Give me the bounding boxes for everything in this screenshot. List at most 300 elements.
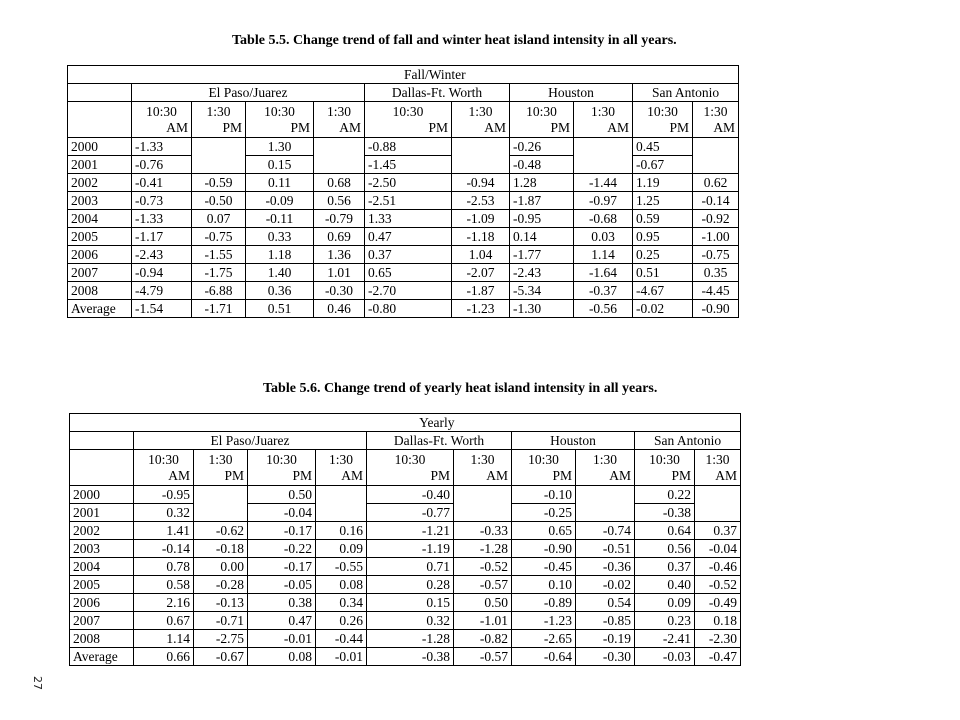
data-cell: 1.14 xyxy=(134,630,194,648)
data-cell xyxy=(316,486,367,504)
data-cell: 0.36 xyxy=(246,282,314,300)
row-label: 2001 xyxy=(68,156,132,174)
time-header-row xyxy=(68,102,739,138)
data-cell: 0.32 xyxy=(134,504,194,522)
data-cell: -0.95 xyxy=(134,486,194,504)
meridiem-label: AM xyxy=(609,467,631,483)
data-cell: -1.55 xyxy=(192,246,246,264)
data-cell: 0.26 xyxy=(316,612,367,630)
data-cell: 0.14 xyxy=(510,228,574,246)
data-cell xyxy=(574,156,633,174)
region-header: San Antonio xyxy=(635,432,741,450)
data-cell xyxy=(452,138,510,156)
data-cell: -1.75 xyxy=(192,264,246,282)
data-cell: 0.71 xyxy=(367,558,454,576)
data-cell: -4.45 xyxy=(693,282,739,300)
data-cell: -0.30 xyxy=(314,282,365,300)
meridiem-label: AM xyxy=(484,119,506,135)
time-column-header xyxy=(132,102,192,138)
region-header: Houston xyxy=(512,432,635,450)
data-cell xyxy=(452,156,510,174)
time-column-header xyxy=(454,450,512,486)
time-label: 1:30 xyxy=(470,451,495,467)
data-cell: -1.44 xyxy=(574,174,633,192)
data-cell: -0.18 xyxy=(194,540,248,558)
time-label: 1:30 xyxy=(206,103,231,119)
data-cell: 0.51 xyxy=(246,300,314,318)
data-cell: -2.07 xyxy=(452,264,510,282)
table-row xyxy=(70,648,741,666)
data-cell: -2.41 xyxy=(635,630,695,648)
region-header: Houston xyxy=(510,84,633,102)
data-cell: 0.15 xyxy=(246,156,314,174)
data-cell: -0.38 xyxy=(367,648,454,666)
data-cell: -0.52 xyxy=(695,576,741,594)
data-cell: -0.85 xyxy=(576,612,635,630)
data-cell: 0.50 xyxy=(248,486,316,504)
meridiem-label: PM xyxy=(290,119,310,135)
data-cell: 1.40 xyxy=(246,264,314,282)
data-cell: -0.22 xyxy=(248,540,316,558)
table-row xyxy=(68,174,739,192)
table-row xyxy=(68,264,739,282)
row-label: 2004 xyxy=(68,210,132,228)
data-cell: 0.09 xyxy=(316,540,367,558)
table-row xyxy=(68,246,739,264)
data-cell xyxy=(576,504,635,522)
row-label: Average xyxy=(68,300,132,318)
corner-cell xyxy=(68,102,132,138)
data-cell: -1.17 xyxy=(132,228,192,246)
data-cell xyxy=(192,138,246,156)
data-cell: -6.88 xyxy=(192,282,246,300)
data-cell: -0.25 xyxy=(512,504,576,522)
row-label: 2003 xyxy=(70,540,134,558)
data-cell: -0.73 xyxy=(132,192,192,210)
data-cell: 0.23 xyxy=(635,612,695,630)
time-label: 10:30 xyxy=(392,103,424,119)
time-label: 1:30 xyxy=(208,451,233,467)
data-cell: -0.28 xyxy=(194,576,248,594)
data-cell: -4.79 xyxy=(132,282,192,300)
data-cell: -0.17 xyxy=(248,558,316,576)
data-cell: 0.15 xyxy=(367,594,454,612)
time-column-header xyxy=(695,450,741,486)
corner-cell xyxy=(68,84,132,102)
data-cell: -0.44 xyxy=(316,630,367,648)
data-cell: 0.51 xyxy=(633,264,693,282)
data-cell: 0.66 xyxy=(134,648,194,666)
time-column-header xyxy=(576,450,635,486)
table-row xyxy=(70,486,741,504)
data-cell: -0.33 xyxy=(454,522,512,540)
region-row xyxy=(68,84,739,102)
data-cell: -1.77 xyxy=(510,246,574,264)
region-header: Dallas-Ft. Worth xyxy=(367,432,512,450)
time-column-header xyxy=(246,102,314,138)
data-cell xyxy=(693,156,739,174)
data-cell: 1.19 xyxy=(633,174,693,192)
region-header: El Paso/Juarez xyxy=(134,432,367,450)
group-title-row xyxy=(68,66,739,84)
data-cell: -1.18 xyxy=(452,228,510,246)
data-cell: -2.53 xyxy=(452,192,510,210)
time-label: 1:30 xyxy=(590,103,615,119)
data-cell xyxy=(695,504,741,522)
data-cell: -0.89 xyxy=(512,594,576,612)
page-number-mark: 27 xyxy=(31,676,44,690)
meridiem-label: PM xyxy=(428,119,448,135)
data-cell: 0.56 xyxy=(314,192,365,210)
data-cell: 0.47 xyxy=(248,612,316,630)
time-column-header xyxy=(314,102,365,138)
data-cell: 0.34 xyxy=(316,594,367,612)
data-cell: -1.21 xyxy=(367,522,454,540)
data-cell xyxy=(316,504,367,522)
data-cell: 0.47 xyxy=(365,228,452,246)
meridiem-label: PM xyxy=(671,467,691,483)
data-cell xyxy=(693,138,739,156)
table-row xyxy=(68,156,739,174)
row-label: 2008 xyxy=(70,630,134,648)
data-cell: -0.62 xyxy=(194,522,248,540)
data-cell: 1.14 xyxy=(574,246,633,264)
data-cell: -1.33 xyxy=(132,210,192,228)
data-cell: -0.01 xyxy=(248,630,316,648)
data-cell: -0.90 xyxy=(512,540,576,558)
row-label: Average xyxy=(70,648,134,666)
data-cell xyxy=(454,486,512,504)
data-cell: -0.14 xyxy=(134,540,194,558)
data-cell: 1.33 xyxy=(365,210,452,228)
row-label: 2007 xyxy=(70,612,134,630)
data-cell: -0.01 xyxy=(316,648,367,666)
row-label: 2000 xyxy=(68,138,132,156)
meridiem-label: AM xyxy=(341,467,363,483)
time-label: 1:30 xyxy=(592,451,617,467)
data-cell: -1.28 xyxy=(454,540,512,558)
data-cell: 0.16 xyxy=(316,522,367,540)
time-label: 1:30 xyxy=(326,103,351,119)
data-cell: 0.69 xyxy=(314,228,365,246)
corner-cell xyxy=(70,432,134,450)
time-column-header xyxy=(693,102,739,138)
corner-cell xyxy=(70,414,134,432)
row-label: 2000 xyxy=(70,486,134,504)
data-cell: 0.59 xyxy=(633,210,693,228)
data-cell xyxy=(574,138,633,156)
data-cell: -0.46 xyxy=(695,558,741,576)
time-label: 10:30 xyxy=(146,103,177,119)
row-label: 2004 xyxy=(70,558,134,576)
time-label: 10:30 xyxy=(148,451,179,467)
data-cell: -0.90 xyxy=(693,300,739,318)
data-cell: -0.97 xyxy=(574,192,633,210)
data-cell: -0.56 xyxy=(574,300,633,318)
time-label: 10:30 xyxy=(647,103,678,119)
data-cell: 0.08 xyxy=(316,576,367,594)
table-row xyxy=(70,504,741,522)
meridiem-label: AM xyxy=(339,119,361,135)
data-cell xyxy=(695,486,741,504)
data-cell: 0.40 xyxy=(635,576,695,594)
meridiem-label: PM xyxy=(222,119,242,135)
time-column-header xyxy=(512,450,576,486)
time-label: 10:30 xyxy=(526,103,557,119)
meridiem-label: PM xyxy=(550,119,570,135)
data-cell: -0.75 xyxy=(693,246,739,264)
data-cell: -1.23 xyxy=(512,612,576,630)
data-cell: -0.64 xyxy=(512,648,576,666)
data-cell: -0.04 xyxy=(248,504,316,522)
table-row xyxy=(70,522,741,540)
data-cell: 1.25 xyxy=(633,192,693,210)
data-cell xyxy=(314,138,365,156)
table-row xyxy=(68,300,739,318)
table-row xyxy=(68,192,739,210)
data-cell: -0.38 xyxy=(635,504,695,522)
data-cell: 0.03 xyxy=(574,228,633,246)
data-cell: -0.47 xyxy=(695,648,741,666)
data-cell: 1.36 xyxy=(314,246,365,264)
row-label: 2005 xyxy=(70,576,134,594)
data-cell xyxy=(314,156,365,174)
data-cell: -1.64 xyxy=(574,264,633,282)
data-cell: -0.51 xyxy=(576,540,635,558)
data-cell xyxy=(194,504,248,522)
data-cell: -0.67 xyxy=(633,156,693,174)
time-label: 10:30 xyxy=(264,103,295,119)
data-cell: 0.50 xyxy=(454,594,512,612)
data-cell: 0.28 xyxy=(367,576,454,594)
data-cell: -0.88 xyxy=(365,138,452,156)
data-cell: -0.67 xyxy=(194,648,248,666)
data-cell: -5.34 xyxy=(510,282,574,300)
row-label: 2002 xyxy=(68,174,132,192)
data-cell: -0.45 xyxy=(512,558,576,576)
group-title: Fall/Winter xyxy=(132,66,739,84)
time-column-header xyxy=(194,450,248,486)
data-cell: 0.56 xyxy=(635,540,695,558)
data-cell: 0.78 xyxy=(134,558,194,576)
region-header: Dallas-Ft. Worth xyxy=(365,84,510,102)
meridiem-label: AM xyxy=(166,119,188,135)
data-cell: 1.01 xyxy=(314,264,365,282)
table-row xyxy=(70,576,741,594)
corner-cell xyxy=(70,450,134,486)
meridiem-label: AM xyxy=(486,467,508,483)
data-cell: -0.02 xyxy=(576,576,635,594)
data-cell: -2.50 xyxy=(365,174,452,192)
yearly-table xyxy=(69,413,741,666)
region-header: El Paso/Juarez xyxy=(132,84,365,102)
data-cell: 0.10 xyxy=(512,576,576,594)
data-cell: 0.64 xyxy=(635,522,695,540)
data-cell: -2.43 xyxy=(132,246,192,264)
data-cell: -1.00 xyxy=(693,228,739,246)
meridiem-label: AM xyxy=(607,119,629,135)
data-cell: -2.75 xyxy=(194,630,248,648)
data-cell: -0.41 xyxy=(132,174,192,192)
data-cell: -0.13 xyxy=(194,594,248,612)
data-cell: -0.04 xyxy=(695,540,741,558)
data-cell xyxy=(192,156,246,174)
row-label: 2006 xyxy=(70,594,134,612)
data-cell: -1.28 xyxy=(367,630,454,648)
time-column-header xyxy=(510,102,574,138)
data-cell: 0.65 xyxy=(512,522,576,540)
data-cell: -0.95 xyxy=(510,210,574,228)
fall-winter-table xyxy=(67,65,739,318)
table-row xyxy=(70,540,741,558)
time-column-header xyxy=(452,102,510,138)
data-cell: -0.74 xyxy=(576,522,635,540)
data-cell: 1.28 xyxy=(510,174,574,192)
data-cell xyxy=(454,504,512,522)
data-cell: 0.35 xyxy=(693,264,739,282)
data-cell: -4.67 xyxy=(633,282,693,300)
data-cell: -0.71 xyxy=(194,612,248,630)
data-cell: -0.36 xyxy=(576,558,635,576)
data-cell: -0.57 xyxy=(454,648,512,666)
data-cell: -0.57 xyxy=(454,576,512,594)
data-cell: -0.49 xyxy=(695,594,741,612)
row-label: 2006 xyxy=(68,246,132,264)
data-cell: -0.11 xyxy=(246,210,314,228)
time-label: 1:30 xyxy=(328,451,353,467)
data-cell: -1.87 xyxy=(452,282,510,300)
data-cell: -1.30 xyxy=(510,300,574,318)
data-cell xyxy=(194,486,248,504)
meridiem-label: PM xyxy=(224,467,244,483)
table-row xyxy=(68,282,739,300)
data-cell: -0.92 xyxy=(693,210,739,228)
data-cell: -2.30 xyxy=(695,630,741,648)
group-title-row xyxy=(70,414,741,432)
data-cell: -1.09 xyxy=(452,210,510,228)
corner-cell xyxy=(68,66,132,84)
table-row xyxy=(68,210,739,228)
data-cell: -2.51 xyxy=(365,192,452,210)
time-column-header xyxy=(367,450,454,486)
data-cell: -0.26 xyxy=(510,138,574,156)
data-cell: -1.01 xyxy=(454,612,512,630)
table-row xyxy=(70,594,741,612)
table-5-6-caption: Table 5.6. Change trend of yearly heat island intensity in all years. xyxy=(263,381,658,396)
data-cell: -0.50 xyxy=(192,192,246,210)
data-cell: -1.54 xyxy=(132,300,192,318)
time-label: 10:30 xyxy=(528,451,559,467)
data-cell: 0.68 xyxy=(314,174,365,192)
row-label: 2008 xyxy=(68,282,132,300)
data-cell: -0.03 xyxy=(635,648,695,666)
row-label: 2003 xyxy=(68,192,132,210)
data-cell: -0.77 xyxy=(367,504,454,522)
data-cell: 0.58 xyxy=(134,576,194,594)
data-cell: -0.09 xyxy=(246,192,314,210)
time-column-header xyxy=(633,102,693,138)
data-cell: -0.55 xyxy=(316,558,367,576)
data-cell: 1.41 xyxy=(134,522,194,540)
data-cell: 0.45 xyxy=(633,138,693,156)
row-label: 2002 xyxy=(70,522,134,540)
data-cell: 0.07 xyxy=(192,210,246,228)
time-column-header xyxy=(365,102,452,138)
data-cell: -0.75 xyxy=(192,228,246,246)
data-cell xyxy=(576,486,635,504)
table-row xyxy=(68,228,739,246)
data-cell: 1.18 xyxy=(246,246,314,264)
time-column-header xyxy=(134,450,194,486)
data-cell: -0.05 xyxy=(248,576,316,594)
row-label: 2005 xyxy=(68,228,132,246)
data-cell: -1.87 xyxy=(510,192,574,210)
data-cell: 0.33 xyxy=(246,228,314,246)
data-cell: 0.65 xyxy=(365,264,452,282)
data-cell: -0.48 xyxy=(510,156,574,174)
data-cell: 0.37 xyxy=(365,246,452,264)
time-column-header xyxy=(574,102,633,138)
data-cell: -1.71 xyxy=(192,300,246,318)
data-cell: 0.00 xyxy=(194,558,248,576)
data-cell: -0.10 xyxy=(512,486,576,504)
data-cell: -0.80 xyxy=(365,300,452,318)
row-label: 2007 xyxy=(68,264,132,282)
meridiem-label: PM xyxy=(669,119,689,135)
data-cell: 0.95 xyxy=(633,228,693,246)
data-cell: -0.02 xyxy=(633,300,693,318)
data-cell: 0.37 xyxy=(635,558,695,576)
data-cell: 2.16 xyxy=(134,594,194,612)
meridiem-label: AM xyxy=(713,119,736,135)
data-cell: -2.43 xyxy=(510,264,574,282)
meridiem-label: PM xyxy=(292,467,312,483)
data-cell: -2.65 xyxy=(512,630,576,648)
time-column-header xyxy=(635,450,695,486)
data-cell: 0.32 xyxy=(367,612,454,630)
table-row xyxy=(70,612,741,630)
data-cell: 1.04 xyxy=(452,246,510,264)
data-cell: -0.17 xyxy=(248,522,316,540)
time-label: 10:30 xyxy=(394,451,426,467)
meridiem-label: PM xyxy=(430,467,450,483)
data-cell: 0.37 xyxy=(695,522,741,540)
row-label: 2001 xyxy=(70,504,134,522)
time-column-header xyxy=(316,450,367,486)
data-cell: 0.22 xyxy=(635,486,695,504)
data-cell: -0.59 xyxy=(192,174,246,192)
data-cell: -0.79 xyxy=(314,210,365,228)
data-cell: 0.11 xyxy=(246,174,314,192)
table-row xyxy=(70,630,741,648)
meridiem-label: PM xyxy=(552,467,572,483)
time-column-header xyxy=(192,102,246,138)
data-cell: 0.18 xyxy=(695,612,741,630)
data-cell: -0.68 xyxy=(574,210,633,228)
data-cell: -1.23 xyxy=(452,300,510,318)
data-cell: 0.62 xyxy=(693,174,739,192)
data-cell: -0.94 xyxy=(132,264,192,282)
data-cell: 1.30 xyxy=(246,138,314,156)
time-label: 10:30 xyxy=(649,451,680,467)
data-cell: 0.08 xyxy=(248,648,316,666)
data-cell: -0.76 xyxy=(132,156,192,174)
data-cell: -0.14 xyxy=(693,192,739,210)
data-cell: -1.19 xyxy=(367,540,454,558)
meridiem-label: AM xyxy=(168,467,190,483)
data-cell: -1.33 xyxy=(132,138,192,156)
data-cell: 0.38 xyxy=(248,594,316,612)
